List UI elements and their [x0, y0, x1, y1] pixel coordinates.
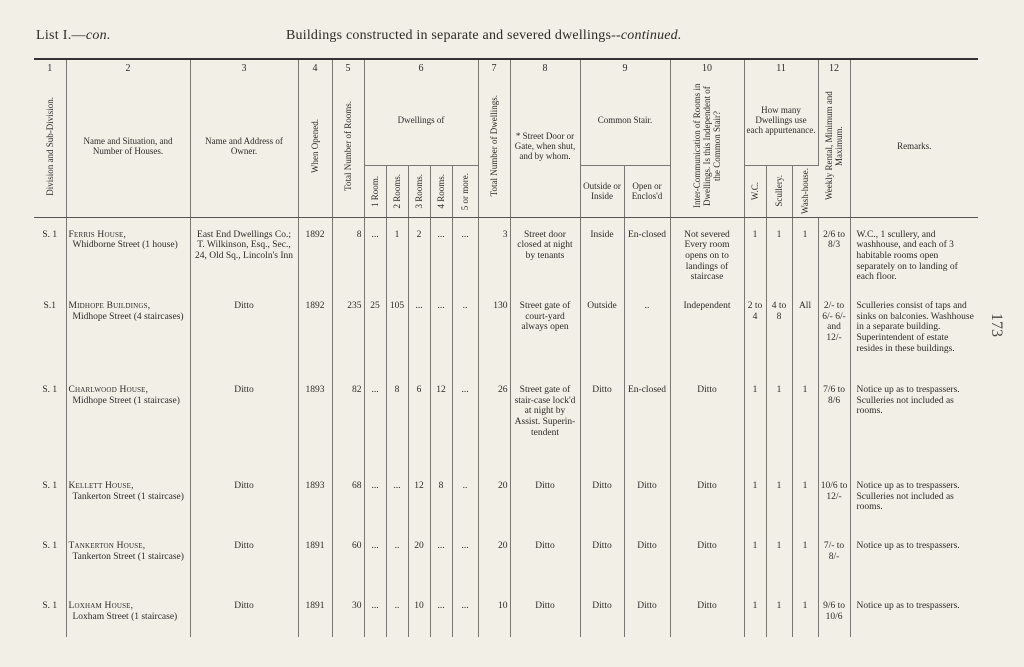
cell-scullery: 1: [766, 529, 792, 589]
cell-opened: 1893: [298, 469, 332, 529]
cell-remarks: Notice up as to trespassers.: [856, 541, 960, 552]
header-inter-communication-text: Inter-Communication of Rooms in Dwellings. Is this Independent of the Common Stair?: [691, 83, 723, 209]
cell-rental: 2/6 to 8/3: [818, 217, 850, 289]
cell-d4: 8: [430, 469, 452, 529]
colnum-4: 4: [298, 60, 332, 75]
page-title-suffix: continued.: [620, 28, 682, 43]
cell-rooms: 60: [332, 529, 364, 589]
header-name: Name and Situation, and Number of Houses.: [66, 75, 190, 217]
cell-outside: Ditto: [580, 589, 624, 637]
cell-wc: 1: [744, 529, 766, 589]
cell-door: Street door closed at night by tenants: [510, 217, 580, 289]
cell-door: Ditto: [510, 529, 580, 589]
column-number-row: [34, 60, 978, 75]
list-label-text: List I.—: [36, 28, 86, 43]
cell-inter: Not severed Every room opens on to landings of staircase: [670, 217, 744, 289]
cell-outside: Ditto: [580, 469, 624, 529]
table-body: [34, 217, 978, 637]
header-d1: [364, 165, 386, 217]
cell-owner: Ditto: [190, 589, 298, 637]
header-wc: [744, 165, 766, 217]
cell-wc: 1: [744, 469, 766, 529]
cell-division: S. 1: [34, 589, 66, 637]
cell-opened: 1892: [298, 217, 332, 289]
cell-open: Ditto: [624, 529, 670, 589]
page-title: [286, 28, 682, 44]
cell-remarks: Notice up as to trespassers. Sculleries not included as rooms.: [856, 481, 960, 513]
building-name: Ferris House,: [68, 229, 127, 240]
building-situation: Whidborne Street (1 house): [72, 240, 178, 251]
building-situation: Tankerton Street (1 staircase): [72, 551, 184, 562]
page-number: 173: [988, 313, 1005, 337]
cell-dwellings: 20: [478, 469, 510, 529]
cell-d4: ...: [430, 289, 452, 373]
building-situation: Tankerton Street (1 staircase): [72, 491, 184, 502]
cell-opened: 1892: [298, 289, 332, 373]
table-row: [34, 529, 978, 589]
cell-division: S. 1: [34, 469, 66, 529]
cell-d4: ...: [430, 529, 452, 589]
cell-rooms: 68: [332, 469, 364, 529]
header-rental-text: Weekly Rental, Minimum and Maximum.: [823, 91, 845, 201]
cell-d5: ..: [452, 289, 478, 373]
cell-wash: 1: [792, 373, 818, 469]
cell-d3: 6: [408, 373, 430, 469]
cell-scullery: 1: [766, 469, 792, 529]
cell-rooms: 82: [332, 373, 364, 469]
cell-opened: 1891: [298, 529, 332, 589]
colnum-11: 11: [744, 60, 818, 75]
buildings-table-wrap: [34, 58, 978, 637]
cell-name: [66, 217, 190, 289]
building-name: Tankerton House,: [68, 541, 146, 552]
cell-remarks: W.C., 1 scullery, and washhouse, and each of 3 habitable rooms open separately on to landing of each floor.: [856, 229, 958, 283]
cell-inter: Ditto: [670, 589, 744, 637]
cell-name: [66, 469, 190, 529]
cell-name: [66, 589, 190, 637]
cell-open: En-closed: [624, 217, 670, 289]
cell-wc: 2 to 4: [744, 289, 766, 373]
header-division: [34, 75, 66, 217]
cell-dwellings: 3: [478, 217, 510, 289]
header-opened: [298, 75, 332, 217]
page-header: [36, 28, 964, 50]
building-name: Midhope Buildings,: [68, 301, 151, 312]
cell-inter: Ditto: [670, 529, 744, 589]
cell-rooms: 30: [332, 589, 364, 637]
header-d5-text: 5 or more.: [459, 172, 470, 210]
cell-rental: 10/6 to 12/-: [818, 469, 850, 529]
header-d2: [386, 165, 408, 217]
header-d3-text: 3 Rooms.: [413, 173, 424, 209]
cell-dwellings: 130: [478, 289, 510, 373]
cell-opened: 1893: [298, 373, 332, 469]
header-opened-text: When Opened.: [309, 118, 320, 173]
cell-rental: 7/- to 8/-: [818, 529, 850, 589]
header-total-dwellings: [478, 75, 510, 217]
cell-owner: Ditto: [190, 289, 298, 373]
cell-wc: 1: [744, 217, 766, 289]
cell-d2: 1: [386, 217, 408, 289]
cell-wash: 1: [792, 589, 818, 637]
cell-owner: East End Dwellings Co.; T. Wilkinson, Esq., Sec., 24, Old Sq., Lincoln's Inn: [190, 217, 298, 289]
cell-d5: ...: [452, 589, 478, 637]
building-name: Charlwood House,: [68, 385, 149, 396]
header-owner: Name and Address of Owner.: [190, 75, 298, 217]
header-rental: [818, 75, 850, 217]
table-row: [34, 469, 978, 529]
header-wash: [792, 165, 818, 217]
cell-remarks: Notice up as to trespassers. Sculleries not included as rooms.: [856, 385, 960, 417]
colnum-8: 8: [510, 60, 580, 75]
cell-remarks: Notice up as to trespassers.: [856, 601, 960, 612]
list-label: [36, 28, 111, 44]
cell-remarks: Sculleries consist of taps and sinks on balconies. Washhouse in a separate building. Superintendent of estate resides in these buildings.: [856, 301, 974, 354]
building-situation: Midhope Street (4 staircases): [72, 311, 184, 322]
cell-rooms: 8: [332, 217, 364, 289]
cell-d3: 2: [408, 217, 430, 289]
cell-opened: 1891: [298, 589, 332, 637]
header-how-many: How many Dwellings use each appurtenance.: [744, 75, 818, 165]
colnum-9: 9: [580, 60, 670, 75]
cell-scullery: 1: [766, 589, 792, 637]
cell-owner: Ditto: [190, 373, 298, 469]
cell-d5: ...: [452, 529, 478, 589]
cell-d2: ..: [386, 529, 408, 589]
header-d1-text: 1 Room.: [369, 175, 380, 207]
header-dwellings-of: Dwellings of: [364, 75, 478, 165]
cell-d3: 12: [408, 469, 430, 529]
cell-rental: 9/6 to 10/6: [818, 589, 850, 637]
column-header-row: [34, 75, 978, 165]
header-remarks: Remarks.: [850, 75, 978, 217]
colnum-1: 1: [34, 60, 66, 75]
cell-wc: 1: [744, 589, 766, 637]
cell-d3: 10: [408, 589, 430, 637]
header-outside: Outside or Inside: [580, 165, 624, 217]
table-row: [34, 217, 978, 289]
cell-name: [66, 289, 190, 373]
cell-d1: ...: [364, 373, 386, 469]
cell-wash: 1: [792, 217, 818, 289]
cell-d1: ...: [364, 469, 386, 529]
cell-open: Ditto: [624, 589, 670, 637]
cell-d2: ..: [386, 589, 408, 637]
cell-scullery: 1: [766, 373, 792, 469]
cell-d4: ...: [430, 589, 452, 637]
cell-open: ..: [624, 289, 670, 373]
table-row: [34, 289, 978, 373]
cell-name: [66, 373, 190, 469]
colnum-5: 5: [332, 60, 364, 75]
header-d4-text: 4 Rooms.: [435, 173, 446, 209]
table-row: [34, 373, 978, 469]
cell-dwellings: 10: [478, 589, 510, 637]
cell-d5: ..: [452, 469, 478, 529]
cell-d5: ...: [452, 217, 478, 289]
cell-outside: Outside: [580, 289, 624, 373]
cell-outside: Ditto: [580, 373, 624, 469]
building-name: Kellett House,: [68, 481, 134, 492]
cell-d1: 25: [364, 289, 386, 373]
cell-d2: ...: [386, 469, 408, 529]
cell-rooms: 235: [332, 289, 364, 373]
header-wash-text: Wash-house.: [800, 168, 811, 215]
cell-outside: Inside: [580, 217, 624, 289]
cell-inter: Ditto: [670, 373, 744, 469]
header-open: Open or Enclos'd: [624, 165, 670, 217]
cell-wc: 1: [744, 373, 766, 469]
buildings-table: [34, 60, 978, 637]
cell-division: S.1: [34, 289, 66, 373]
cell-dwellings: 20: [478, 529, 510, 589]
header-d2-text: 2 Rooms.: [391, 173, 402, 209]
header-d5: [452, 165, 478, 217]
cell-door: Street gate of stair-case lock'd at night by Assist. Superin-tendent: [510, 373, 580, 469]
cell-door: Ditto: [510, 469, 580, 529]
table-row: [34, 589, 978, 637]
page-title-text: Buildings constructed in separate and severed dwellings--: [286, 28, 621, 43]
cell-d2: 105: [386, 289, 408, 373]
cell-owner: Ditto: [190, 529, 298, 589]
cell-wash: 1: [792, 469, 818, 529]
cell-d5: ...: [452, 373, 478, 469]
cell-d1: ...: [364, 589, 386, 637]
colnum-remarks-blank: [850, 60, 978, 75]
colnum-6: 6: [364, 60, 478, 75]
cell-inter: Independent: [670, 289, 744, 373]
colnum-2: 2: [66, 60, 190, 75]
colnum-3: 3: [190, 60, 298, 75]
list-label-suffix: con.: [85, 28, 111, 43]
cell-name: [66, 529, 190, 589]
header-inter-communication: [670, 75, 744, 217]
header-d3: [408, 165, 430, 217]
cell-inter: Ditto: [670, 469, 744, 529]
cell-division: S. 1: [34, 529, 66, 589]
header-common-stair: Common Stair.: [580, 75, 670, 165]
header-total-rooms: [332, 75, 364, 217]
cell-d4: 12: [430, 373, 452, 469]
cell-division: S. 1: [34, 217, 66, 289]
cell-d3: ...: [408, 289, 430, 373]
cell-d1: ...: [364, 217, 386, 289]
colnum-10: 10: [670, 60, 744, 75]
cell-open: En-closed: [624, 373, 670, 469]
header-division-text: Division and Sub-Division.: [44, 96, 55, 196]
cell-scullery: 4 to 8: [766, 289, 792, 373]
header-scullery-text: Scullery.: [773, 175, 784, 208]
header-wc-text: W.C.: [749, 182, 760, 201]
cell-d4: ...: [430, 217, 452, 289]
cell-division: S. 1: [34, 373, 66, 469]
header-total-dwellings-text: Total Number of Dwellings.: [488, 95, 499, 197]
colnum-12: 12: [818, 60, 850, 75]
cell-owner: Ditto: [190, 469, 298, 529]
cell-d1: ...: [364, 529, 386, 589]
cell-rental: 2/- to 6/- 6/- and 12/-: [818, 289, 850, 373]
cell-door: Street gate of court-yard always open: [510, 289, 580, 373]
cell-wash: All: [792, 289, 818, 373]
header-scullery: [766, 165, 792, 217]
cell-d2: 8: [386, 373, 408, 469]
cell-wash: 1: [792, 529, 818, 589]
cell-d3: 20: [408, 529, 430, 589]
header-street-door: * Street Door or Gate, when shut, and by whom.: [510, 75, 580, 217]
cell-door: Ditto: [510, 589, 580, 637]
cell-open: Ditto: [624, 469, 670, 529]
cell-scullery: 1: [766, 217, 792, 289]
cell-rental: 7/6 to 8/6: [818, 373, 850, 469]
header-total-rooms-text: Total Number of Rooms.: [342, 101, 353, 191]
header-d4: [430, 165, 452, 217]
building-situation: Midhope Street (1 staircase): [72, 395, 180, 406]
building-name: Loxham House,: [68, 601, 134, 612]
cell-dwellings: 26: [478, 373, 510, 469]
building-situation: Loxham Street (1 staircase): [72, 611, 178, 622]
cell-outside: Ditto: [580, 529, 624, 589]
colnum-7: 7: [478, 60, 510, 75]
